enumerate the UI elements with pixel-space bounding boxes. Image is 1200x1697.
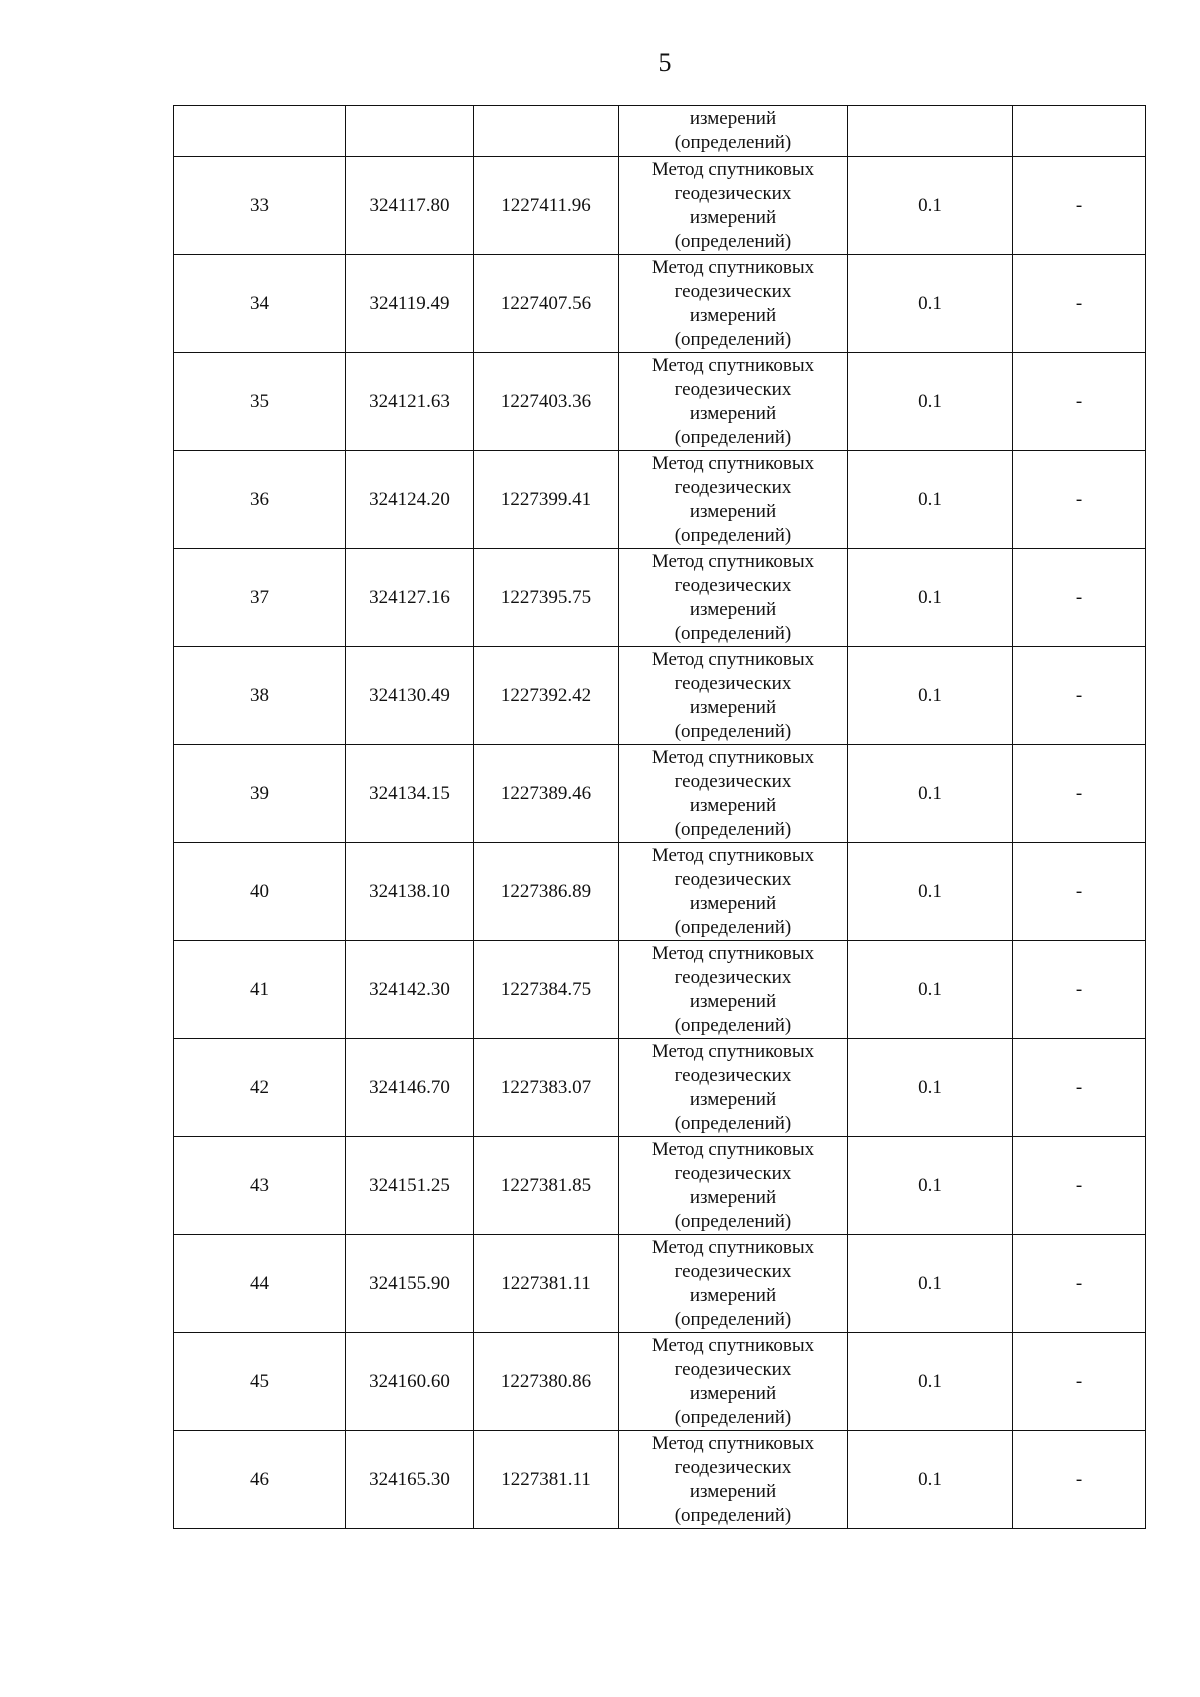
y-coordinate-cell: 1227380.86 bbox=[474, 1333, 619, 1431]
note-cell: - bbox=[1013, 1039, 1146, 1137]
method-cell bbox=[619, 1039, 848, 1137]
point-cell bbox=[174, 106, 346, 157]
note-cell: - bbox=[1013, 745, 1146, 843]
note-cell: - bbox=[1013, 1235, 1146, 1333]
method-line: (определений) bbox=[674, 230, 792, 252]
note-cell: - bbox=[1013, 451, 1146, 549]
y-coordinate-cell: 1227383.07 bbox=[474, 1039, 619, 1137]
method-cell bbox=[619, 1235, 848, 1333]
method-line: измерений bbox=[689, 1480, 777, 1502]
method-cell bbox=[619, 451, 848, 549]
point-cell: 40 bbox=[174, 843, 346, 941]
point-cell: 38 bbox=[174, 647, 346, 745]
method-cell bbox=[619, 255, 848, 353]
table-row bbox=[174, 1431, 1146, 1529]
method-line: измерений bbox=[689, 206, 777, 228]
y-coordinate-cell: 1227389.46 bbox=[474, 745, 619, 843]
x-coordinate-cell: 324121.63 bbox=[346, 353, 474, 451]
x-coordinate-cell: 324130.49 bbox=[346, 647, 474, 745]
accuracy-cell: 0.1 bbox=[848, 745, 1013, 843]
method-line: (определений) bbox=[674, 1014, 792, 1036]
method-line: (определений) bbox=[674, 622, 792, 644]
point-cell: 33 bbox=[174, 157, 346, 255]
table-row bbox=[174, 549, 1146, 647]
method-line: (определений) bbox=[674, 916, 792, 938]
y-coordinate-cell: 1227403.36 bbox=[474, 353, 619, 451]
coordinates-table-body bbox=[174, 106, 1146, 1529]
note-cell: - bbox=[1013, 157, 1146, 255]
page-number: 5 bbox=[658, 48, 672, 77]
method-line: геодезических bbox=[674, 868, 792, 890]
note-cell: - bbox=[1013, 647, 1146, 745]
method-line: Метод спутниковых bbox=[651, 256, 815, 278]
method-cell bbox=[619, 1431, 848, 1529]
x-coordinate-cell: 324146.70 bbox=[346, 1039, 474, 1137]
table-row bbox=[174, 1039, 1146, 1137]
point-cell: 41 bbox=[174, 941, 346, 1039]
x-coordinate-cell: 324151.25 bbox=[346, 1137, 474, 1235]
table-row bbox=[174, 1333, 1146, 1431]
accuracy-cell: 0.1 bbox=[848, 157, 1013, 255]
note-cell: - bbox=[1013, 255, 1146, 353]
y-coordinate-cell: 1227399.41 bbox=[474, 451, 619, 549]
point-cell: 39 bbox=[174, 745, 346, 843]
method-line: геодезических bbox=[674, 1358, 792, 1380]
method-line: (определений) bbox=[674, 132, 792, 153]
method-line: геодезических bbox=[674, 476, 792, 498]
method-line: Метод спутниковых bbox=[651, 746, 815, 768]
method-cell bbox=[619, 549, 848, 647]
method-cell bbox=[619, 157, 848, 255]
table-row bbox=[174, 941, 1146, 1039]
method-cell bbox=[619, 1333, 848, 1431]
x-coordinate-cell: 324142.30 bbox=[346, 941, 474, 1039]
point-cell: 37 bbox=[174, 549, 346, 647]
method-line: Метод спутниковых bbox=[651, 1334, 815, 1356]
point-cell: 43 bbox=[174, 1137, 346, 1235]
method-cell bbox=[619, 353, 848, 451]
note-cell bbox=[1013, 106, 1146, 157]
method-line: (определений) bbox=[674, 1210, 792, 1232]
method-line: измерений bbox=[689, 1186, 777, 1208]
y-coordinate-cell: 1227411.96 bbox=[474, 157, 619, 255]
y-coordinate-cell bbox=[474, 106, 619, 157]
method-cell bbox=[619, 106, 848, 157]
accuracy-cell: 0.1 bbox=[848, 549, 1013, 647]
table-row bbox=[174, 1235, 1146, 1333]
method-line: Метод спутниковых bbox=[651, 844, 815, 866]
y-coordinate-cell: 1227381.85 bbox=[474, 1137, 619, 1235]
method-line: геодезических bbox=[674, 378, 792, 400]
method-line: (определений) bbox=[674, 1504, 792, 1526]
method-line: измерений bbox=[689, 402, 777, 424]
method-line: Метод спутниковых bbox=[651, 1040, 815, 1062]
point-cell: 35 bbox=[174, 353, 346, 451]
method-line: геодезических bbox=[674, 182, 792, 204]
method-line: (определений) bbox=[674, 1308, 792, 1330]
method-line: (определений) bbox=[674, 1406, 792, 1428]
table-row bbox=[174, 255, 1146, 353]
method-line: (определений) bbox=[674, 818, 792, 840]
method-line: (определений) bbox=[674, 328, 792, 350]
method-line: (определений) bbox=[674, 524, 792, 546]
method-line: измерений bbox=[689, 1382, 777, 1404]
y-coordinate-cell: 1227386.89 bbox=[474, 843, 619, 941]
method-line: измерений bbox=[689, 500, 777, 522]
accuracy-cell bbox=[848, 106, 1013, 157]
accuracy-cell: 0.1 bbox=[848, 1039, 1013, 1137]
method-line: геодезических bbox=[674, 1260, 792, 1282]
accuracy-cell: 0.1 bbox=[848, 451, 1013, 549]
x-coordinate-cell: 324117.80 bbox=[346, 157, 474, 255]
point-cell: 36 bbox=[174, 451, 346, 549]
method-line: Метод спутниковых bbox=[651, 452, 815, 474]
point-cell: 42 bbox=[174, 1039, 346, 1137]
method-cell bbox=[619, 1137, 848, 1235]
x-coordinate-cell: 324160.60 bbox=[346, 1333, 474, 1431]
y-coordinate-cell: 1227381.11 bbox=[474, 1431, 619, 1529]
method-line: Метод спутниковых bbox=[651, 550, 815, 572]
table-row bbox=[174, 1137, 1146, 1235]
method-line: Метод спутниковых bbox=[651, 942, 815, 964]
accuracy-cell: 0.1 bbox=[848, 255, 1013, 353]
x-coordinate-cell bbox=[346, 106, 474, 157]
note-cell: - bbox=[1013, 353, 1146, 451]
method-line: геодезических bbox=[674, 1064, 792, 1086]
continuation-row bbox=[174, 106, 1146, 157]
method-line: измерений bbox=[689, 1284, 777, 1306]
y-coordinate-cell: 1227381.11 bbox=[474, 1235, 619, 1333]
note-cell: - bbox=[1013, 1333, 1146, 1431]
note-cell: - bbox=[1013, 549, 1146, 647]
method-line: (определений) bbox=[674, 1112, 792, 1134]
method-cell bbox=[619, 647, 848, 745]
method-line: измерений bbox=[689, 794, 777, 816]
method-line: геодезических bbox=[674, 574, 792, 596]
point-cell: 45 bbox=[174, 1333, 346, 1431]
method-line: геодезических bbox=[674, 672, 792, 694]
method-line: (определений) bbox=[674, 426, 792, 448]
x-coordinate-cell: 324124.20 bbox=[346, 451, 474, 549]
method-line: Метод спутниковых bbox=[651, 354, 815, 376]
x-coordinate-cell: 324134.15 bbox=[346, 745, 474, 843]
table-row bbox=[174, 451, 1146, 549]
table-row bbox=[174, 843, 1146, 941]
x-coordinate-cell: 324165.30 bbox=[346, 1431, 474, 1529]
note-cell: - bbox=[1013, 843, 1146, 941]
table-row bbox=[174, 745, 1146, 843]
accuracy-cell: 0.1 bbox=[848, 647, 1013, 745]
table-row bbox=[174, 647, 1146, 745]
y-coordinate-cell: 1227384.75 bbox=[474, 941, 619, 1039]
method-line: Метод спутниковых bbox=[651, 1138, 815, 1160]
x-coordinate-cell: 324155.90 bbox=[346, 1235, 474, 1333]
method-line: измерений bbox=[689, 108, 777, 129]
method-line: Метод спутниковых bbox=[651, 1236, 815, 1258]
accuracy-cell: 0.1 bbox=[848, 941, 1013, 1039]
y-coordinate-cell: 1227407.56 bbox=[474, 255, 619, 353]
accuracy-cell: 0.1 bbox=[848, 843, 1013, 941]
method-cell bbox=[619, 843, 848, 941]
accuracy-cell: 0.1 bbox=[848, 1235, 1013, 1333]
method-line: Метод спутниковых bbox=[651, 648, 815, 670]
method-line: геодезических bbox=[674, 1162, 792, 1184]
accuracy-cell: 0.1 bbox=[848, 1137, 1013, 1235]
point-cell: 46 bbox=[174, 1431, 346, 1529]
method-line: геодезических bbox=[674, 280, 792, 302]
method-line: измерений bbox=[689, 990, 777, 1012]
method-line: измерений bbox=[689, 598, 777, 620]
table-row bbox=[174, 157, 1146, 255]
x-coordinate-cell: 324138.10 bbox=[346, 843, 474, 941]
y-coordinate-cell: 1227395.75 bbox=[474, 549, 619, 647]
point-cell: 34 bbox=[174, 255, 346, 353]
method-line: Метод спутниковых bbox=[651, 1432, 815, 1454]
method-line: измерений bbox=[689, 892, 777, 914]
method-line: Метод спутниковых bbox=[651, 158, 815, 180]
method-line: геодезических bbox=[674, 1456, 792, 1478]
method-line: геодезических bbox=[674, 770, 792, 792]
x-coordinate-cell: 324119.49 bbox=[346, 255, 474, 353]
method-cell bbox=[619, 941, 848, 1039]
method-cell bbox=[619, 745, 848, 843]
point-cell: 44 bbox=[174, 1235, 346, 1333]
note-cell: - bbox=[1013, 941, 1146, 1039]
accuracy-cell: 0.1 bbox=[848, 353, 1013, 451]
method-line: геодезических bbox=[674, 966, 792, 988]
y-coordinate-cell: 1227392.42 bbox=[474, 647, 619, 745]
method-line: измерений bbox=[689, 304, 777, 326]
accuracy-cell: 0.1 bbox=[848, 1431, 1013, 1529]
note-cell: - bbox=[1013, 1137, 1146, 1235]
coordinates-table bbox=[173, 105, 1146, 1529]
method-line: измерений bbox=[689, 696, 777, 718]
method-line: измерений bbox=[689, 1088, 777, 1110]
x-coordinate-cell: 324127.16 bbox=[346, 549, 474, 647]
method-line: (определений) bbox=[674, 720, 792, 742]
table-row bbox=[174, 353, 1146, 451]
accuracy-cell: 0.1 bbox=[848, 1333, 1013, 1431]
note-cell: - bbox=[1013, 1431, 1146, 1529]
